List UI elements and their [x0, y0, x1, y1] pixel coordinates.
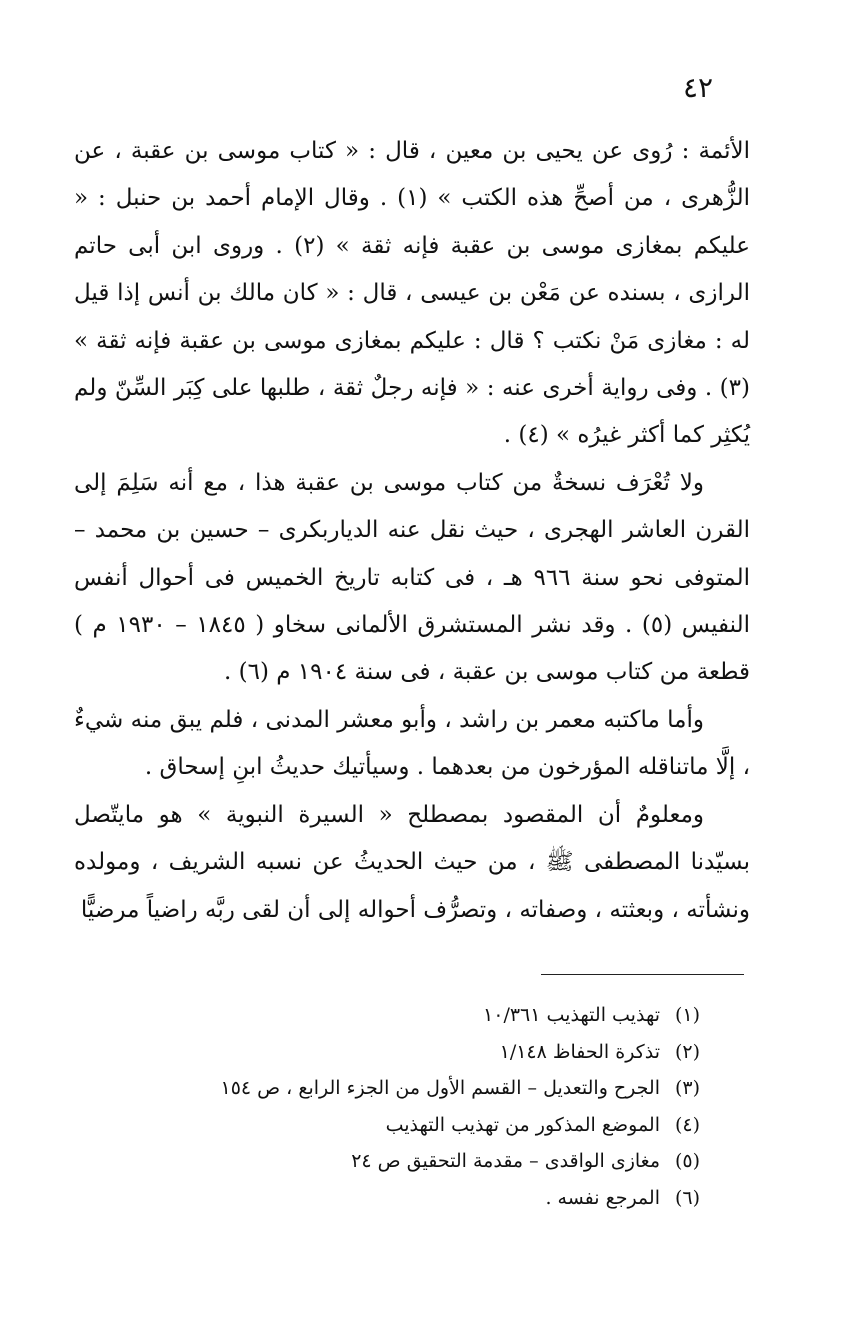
footnote-text: تذكرة الحفاظ ١/١٤٨ — [499, 1040, 660, 1063]
footnote-number: (٤) — [674, 1113, 700, 1136]
main-text — [74, 128, 750, 934]
footnotes-list — [140, 997, 700, 1217]
footnote — [140, 997, 700, 1034]
paragraph: الأئمة : رُوى عن يحيى بن معين ، قال : « كتاب موسى بن عقبة ، عن الزُّهرى ، من أصحِّ هذه الكتب » (١) . وقال الإمام أحمد بن حنبل : « عليكم بمغازى موسى بن عقبة فإنه ثقة » (٢) . وروى ابن أبى حاتم الرازى ، بسنده عن مَعْن بن عيسى ، قال : « كان مالك بن أنس إذا قيل له : مغازى مَنْ نكتب ؟ قال : عليكم بمغازى موسى بن عقبة فإنه ثقة » (٣) . وفى رواية أخرى عنه : « فإنه رجلٌ ثقة ، طلبها على كِبَر السِّنّ ولم يُكثِر كما أكثر غيرُه » (٤) . — [74, 138, 750, 449]
footnote-number: (٣) — [674, 1077, 700, 1100]
footnote-text: مغازى الواقدى – مقدمة التحقيق ص ٢٤ — [351, 1150, 660, 1173]
footnote — [140, 1143, 700, 1180]
footnote-text: تهذيب التهذيب ١٠/٣٦١ — [483, 1004, 660, 1026]
footnote-text: الجرح والتعديل – القسم الأول من الجزء الرابع ، ص ١٥٤ — [220, 1077, 660, 1100]
footnote — [140, 1107, 700, 1144]
paragraph: وأما ماكتبه معمر بن راشد ، وأبو معشر المدنى ، فلم يبق منه شيءٌ ، إلَّا ماتناقله المؤرخون من بعدهما . وسيأتيك حديثُ ابنِ إسحاق . — [74, 706, 750, 781]
footnote-text: المرجع نفسه . — [545, 1186, 660, 1209]
footnote — [140, 1070, 700, 1107]
footnote-number: (٢) — [674, 1040, 700, 1063]
footnote — [140, 1034, 700, 1071]
footnote-number: (٦) — [674, 1186, 700, 1209]
footnote-text: الموضع المذكور من تهذيب التهذيب — [385, 1113, 660, 1136]
page-number: ٤٢ — [682, 71, 714, 104]
footnote-number: (١) — [674, 1004, 700, 1026]
paragraph: ولا تُعْرَف نسخةٌ من كتاب موسى بن عقبة هذا ، مع أنه سَلِمَ إلى القرن العاشر الهجرى ، حيث نقل عنه الدياربكرى – حسين بن محمد – المتوفى نحو سنة ٩٦٦ هـ ، فى كتابه تاريخ الخميس فى أحوال أنفس النفيس (٥) . وقد نشر المستشرق الألمانى سخاو ( ١٨٤٥ – ١٩٣٠ م ) قطعة من كتاب موسى بن عقبة ، فى سنة ١٩٠٤ م (٦) . — [74, 469, 750, 686]
paragraph: ومعلومٌ أن المقصود بمصطلح « السيرة النبوية » هو مايتّصل بسيّدنا المصطفى ﷺ ، من حيث الحديثُ عن نسبه الشريف ، ومولده ونشأته ، وبعثته ، وصفاته ، وتصرُّف أحواله إلى أن لقى ربَّه راضياً مرضيًّا — [74, 801, 750, 923]
footnote-divider — [541, 974, 744, 975]
footnote-number: (٥) — [674, 1150, 700, 1173]
footnote — [140, 1180, 700, 1217]
